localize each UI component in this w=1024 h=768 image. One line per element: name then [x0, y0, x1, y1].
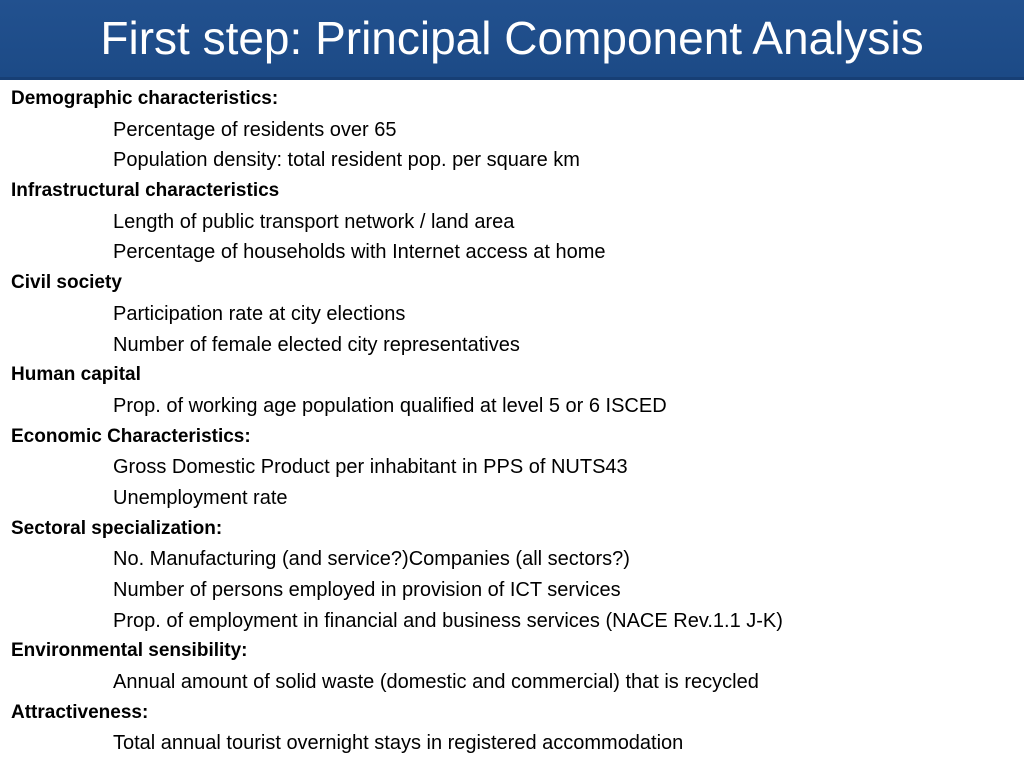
section-heading: Environmental sensibility:	[11, 640, 248, 662]
section-economic	[11, 422, 1011, 514]
section-heading: Sectoral specialization:	[11, 517, 223, 539]
list-item: Percentage of households with Internet access at home	[113, 241, 606, 264]
list-item: No. Manufacturing (and service?)Companies (all sectors?)	[113, 548, 630, 571]
section-human-capital	[11, 360, 1011, 421]
list-item: Number of persons employed in provision of ICT services	[113, 579, 621, 601]
section-heading: Demographic characteristics:	[11, 88, 279, 109]
list-item: Total annual tourist overnight stays in registered accommodation	[113, 732, 684, 755]
section-environmental	[11, 636, 1011, 697]
slide-title: First step: Principal Component Analysis	[100, 12, 924, 64]
list-item: Number of female elected city representatives	[113, 333, 520, 356]
list-item: Gross Domestic Product per inhabitant in PPS of NUTS43	[113, 456, 628, 479]
indicator-list	[11, 84, 1011, 759]
section-attractiveness	[11, 698, 1011, 759]
section-heading: Human capital	[11, 364, 141, 386]
list-item: Population density: total resident pop. per square km	[113, 149, 580, 172]
section-infrastructural	[11, 176, 1011, 268]
section-heading: Attractiveness:	[11, 701, 149, 723]
section-heading: Civil society	[11, 272, 122, 294]
section-civil-society	[11, 268, 1011, 360]
list-item: Percentage of residents over 65	[113, 118, 397, 141]
list-item: Unemployment rate	[113, 486, 288, 509]
list-item: Participation rate at city elections	[113, 302, 406, 325]
section-heading: Economic Characteristics:	[11, 425, 251, 447]
section-demographic	[11, 84, 1011, 176]
list-item: Prop. of employment in financial and business services (NACE Rev.1.1 J-K)	[113, 609, 783, 632]
list-item: Prop. of working age population qualified at level 5 or 6 ISCED	[113, 394, 667, 417]
section-heading: Infrastructural characteristics	[11, 180, 280, 202]
list-item: Annual amount of solid waste (domestic and commercial) that is recycled	[113, 671, 759, 694]
list-item: Length of public transport network / land area	[113, 210, 515, 233]
title-bar	[0, 0, 1024, 80]
section-sectoral	[11, 514, 1011, 637]
